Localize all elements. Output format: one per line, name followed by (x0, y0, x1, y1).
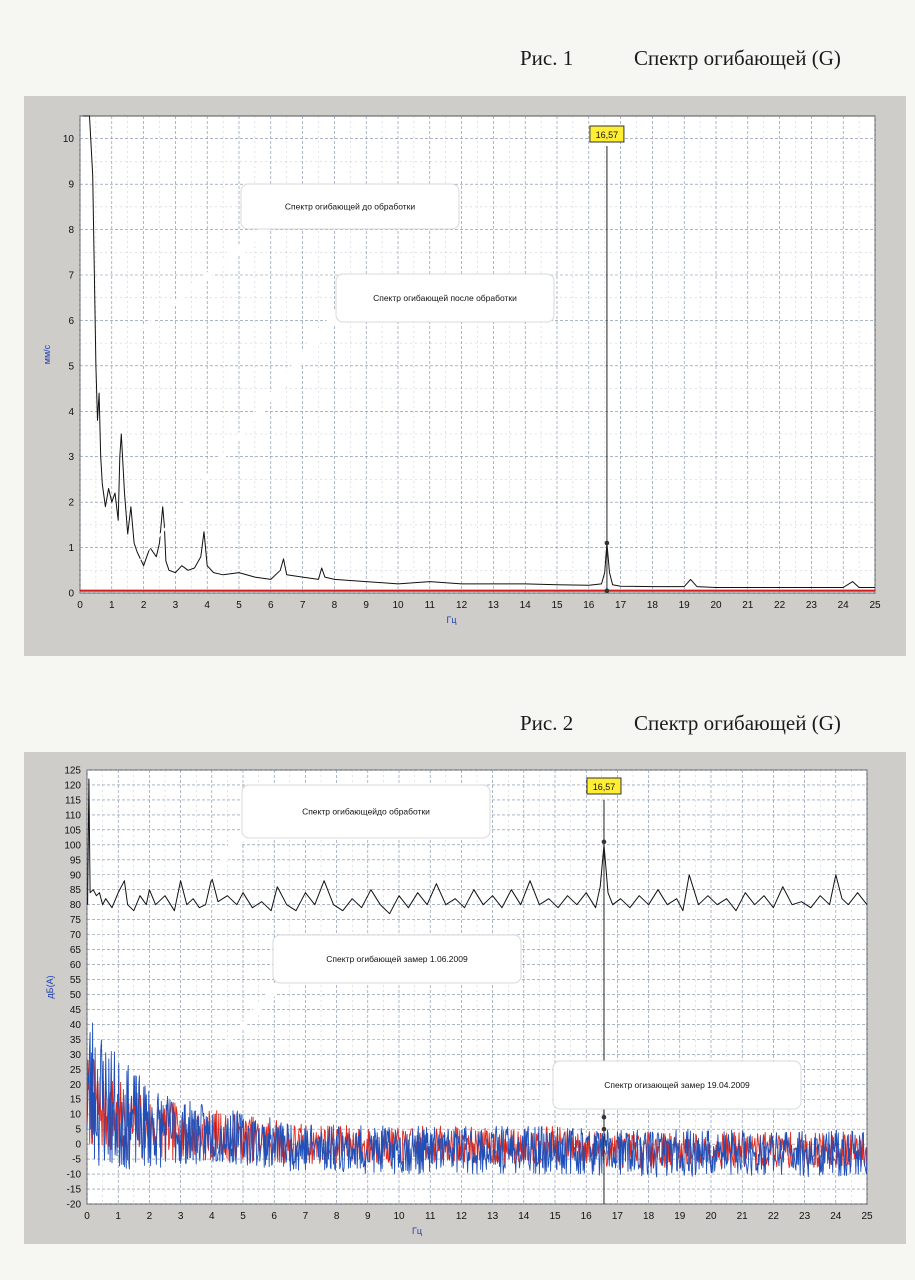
x-tick-label: 17 (611, 1211, 623, 1222)
y-tick-label: 9 (68, 179, 74, 191)
chart-panel-2 (24, 752, 906, 1244)
x-tick-label: 23 (805, 600, 817, 611)
y-tick-label: -5 (72, 1154, 81, 1166)
y-tick-label: 35 (69, 1034, 81, 1046)
y-tick-label: 70 (69, 930, 81, 942)
x-tick-label: 16 (583, 600, 595, 611)
y-tick-label: 40 (69, 1019, 81, 1031)
y-axis-label: мм/с (42, 344, 52, 365)
y-tick-label: 90 (69, 870, 81, 882)
x-tick-label: 15 (551, 600, 563, 611)
y-tick-label: -15 (66, 1184, 81, 1196)
x-tick-label: 23 (799, 1211, 811, 1222)
x-tick-label: 22 (767, 1211, 779, 1222)
figure-2-title: Спектр огибающей (G) (634, 711, 841, 735)
x-tick-label: 2 (146, 1211, 153, 1222)
x-tick-label: 0 (77, 600, 83, 611)
x-tick-label: 9 (363, 600, 369, 611)
x-tick-label: 1 (109, 600, 115, 611)
x-tick-label: 4 (204, 600, 210, 611)
x-tick-label: 18 (643, 1211, 655, 1222)
y-tick-label: 10 (69, 1109, 81, 1121)
x-tick-label: 18 (646, 600, 658, 611)
x-tick-label: 3 (177, 1211, 184, 1222)
x-axis-label: Гц (411, 1226, 423, 1236)
x-tick-label: 16 (580, 1211, 592, 1222)
annotation-text: Спектр огизающей замер 19.04.2009 (604, 1080, 750, 1090)
x-tick-label: 10 (392, 600, 404, 611)
y-tick-label: 2 (68, 497, 74, 509)
y-tick-label: 7 (68, 270, 74, 282)
y-tick-label: 85 (69, 885, 81, 897)
x-tick-label: 11 (425, 1211, 436, 1222)
marker-dot (602, 840, 607, 845)
marker-dot (605, 541, 610, 546)
x-tick-label: 13 (487, 600, 499, 611)
x-tick-label: 12 (455, 1211, 467, 1222)
figure-1-title: Спектр огибающей (G) (634, 46, 841, 70)
marker-dot (605, 588, 610, 593)
annotation-text: Спектр огибающей после обработки (373, 293, 517, 303)
x-tick-label: 19 (674, 1211, 686, 1222)
y-tick-label: 100 (64, 840, 81, 852)
x-tick-label: 11 (424, 600, 435, 611)
y-tick-label: 45 (69, 1004, 81, 1016)
x-tick-label: 25 (869, 600, 881, 611)
x-tick-label: 7 (299, 600, 306, 611)
x-tick-label: 14 (519, 600, 531, 611)
y-tick-label: -20 (66, 1199, 81, 1211)
x-tick-label: 12 (456, 600, 468, 611)
y-tick-label: 105 (64, 825, 81, 837)
y-tick-label: 20 (69, 1079, 81, 1091)
x-tick-label: 6 (268, 600, 274, 611)
y-tick-label: 120 (64, 780, 81, 792)
annotation-text: Спектр огибающей до обработки (284, 201, 416, 212)
y-axis-label: дБ(А) (45, 975, 55, 999)
y-tick-label: 5 (68, 361, 74, 373)
marker-dot (602, 1127, 607, 1132)
x-tick-label: 20 (710, 600, 722, 611)
x-tick-label: 24 (837, 600, 849, 611)
x-tick-label: 22 (774, 600, 786, 611)
x-tick-label: 8 (333, 1211, 340, 1222)
y-tick-label: 25 (69, 1064, 81, 1076)
x-tick-label: 4 (209, 1211, 215, 1222)
x-tick-label: 5 (240, 1211, 246, 1222)
y-tick-label: 5 (75, 1124, 81, 1136)
x-tick-label: 7 (302, 1211, 309, 1222)
y-tick-label: 6 (68, 315, 74, 327)
figure-1-label: Рис. 1 (520, 46, 574, 70)
y-tick-label: 30 (69, 1049, 81, 1061)
y-tick-label: 1 (68, 543, 74, 555)
y-tick-label: 115 (65, 795, 81, 807)
x-tick-label: 14 (518, 1211, 530, 1222)
y-tick-label: 0 (75, 1139, 81, 1151)
x-tick-label: 5 (236, 600, 242, 611)
y-tick-label: 0 (68, 588, 74, 600)
x-tick-label: 24 (830, 1211, 842, 1222)
x-tick-label: 9 (365, 1211, 371, 1222)
x-axis-label: Гц (446, 615, 457, 625)
x-tick-label: 1 (115, 1211, 121, 1222)
annotation-text: Спектр огибающей замер 1.06.2009 (326, 954, 468, 964)
x-tick-label: 0 (84, 1211, 90, 1222)
x-tick-label: 15 (549, 1211, 561, 1222)
x-tick-label: 2 (140, 600, 147, 611)
x-tick-label: 21 (742, 600, 754, 611)
x-tick-label: 13 (487, 1211, 499, 1222)
y-tick-label: 50 (69, 989, 81, 1001)
y-tick-label: 3 (68, 452, 74, 464)
chart-1 (24, 96, 906, 656)
y-tick-label: 125 (64, 765, 81, 777)
y-tick-label: 15 (69, 1094, 81, 1106)
y-tick-label: 80 (69, 900, 81, 912)
chart-panel-1 (24, 96, 906, 656)
y-tick-label: 10 (62, 134, 74, 146)
y-tick-label: 55 (69, 975, 81, 987)
marker-label: 16,57 (592, 782, 616, 792)
x-tick-label: 10 (393, 1211, 405, 1222)
x-tick-label: 25 (861, 1211, 873, 1222)
x-tick-label: 17 (615, 600, 627, 611)
x-tick-label: 19 (678, 600, 690, 611)
y-tick-label: 75 (69, 915, 81, 927)
x-tick-label: 6 (271, 1211, 277, 1222)
figure-2-label: Рис. 2 (520, 711, 574, 735)
y-tick-label: -10 (66, 1169, 81, 1181)
y-tick-label: 60 (69, 960, 81, 972)
marker-dot (602, 1115, 607, 1120)
y-tick-label: 110 (65, 810, 81, 822)
x-tick-label: 8 (331, 600, 338, 611)
annotation-text: Спектр огибающейдо обработки (302, 806, 430, 817)
marker-label: 16,57 (595, 130, 619, 140)
chart-2 (24, 752, 906, 1244)
y-tick-label: 8 (68, 225, 74, 237)
y-tick-label: 65 (69, 945, 81, 957)
x-tick-label: 20 (705, 1211, 717, 1222)
x-tick-label: 3 (172, 600, 179, 611)
y-tick-label: 4 (68, 406, 74, 418)
x-tick-label: 21 (736, 1211, 748, 1222)
y-tick-label: 95 (69, 855, 81, 867)
